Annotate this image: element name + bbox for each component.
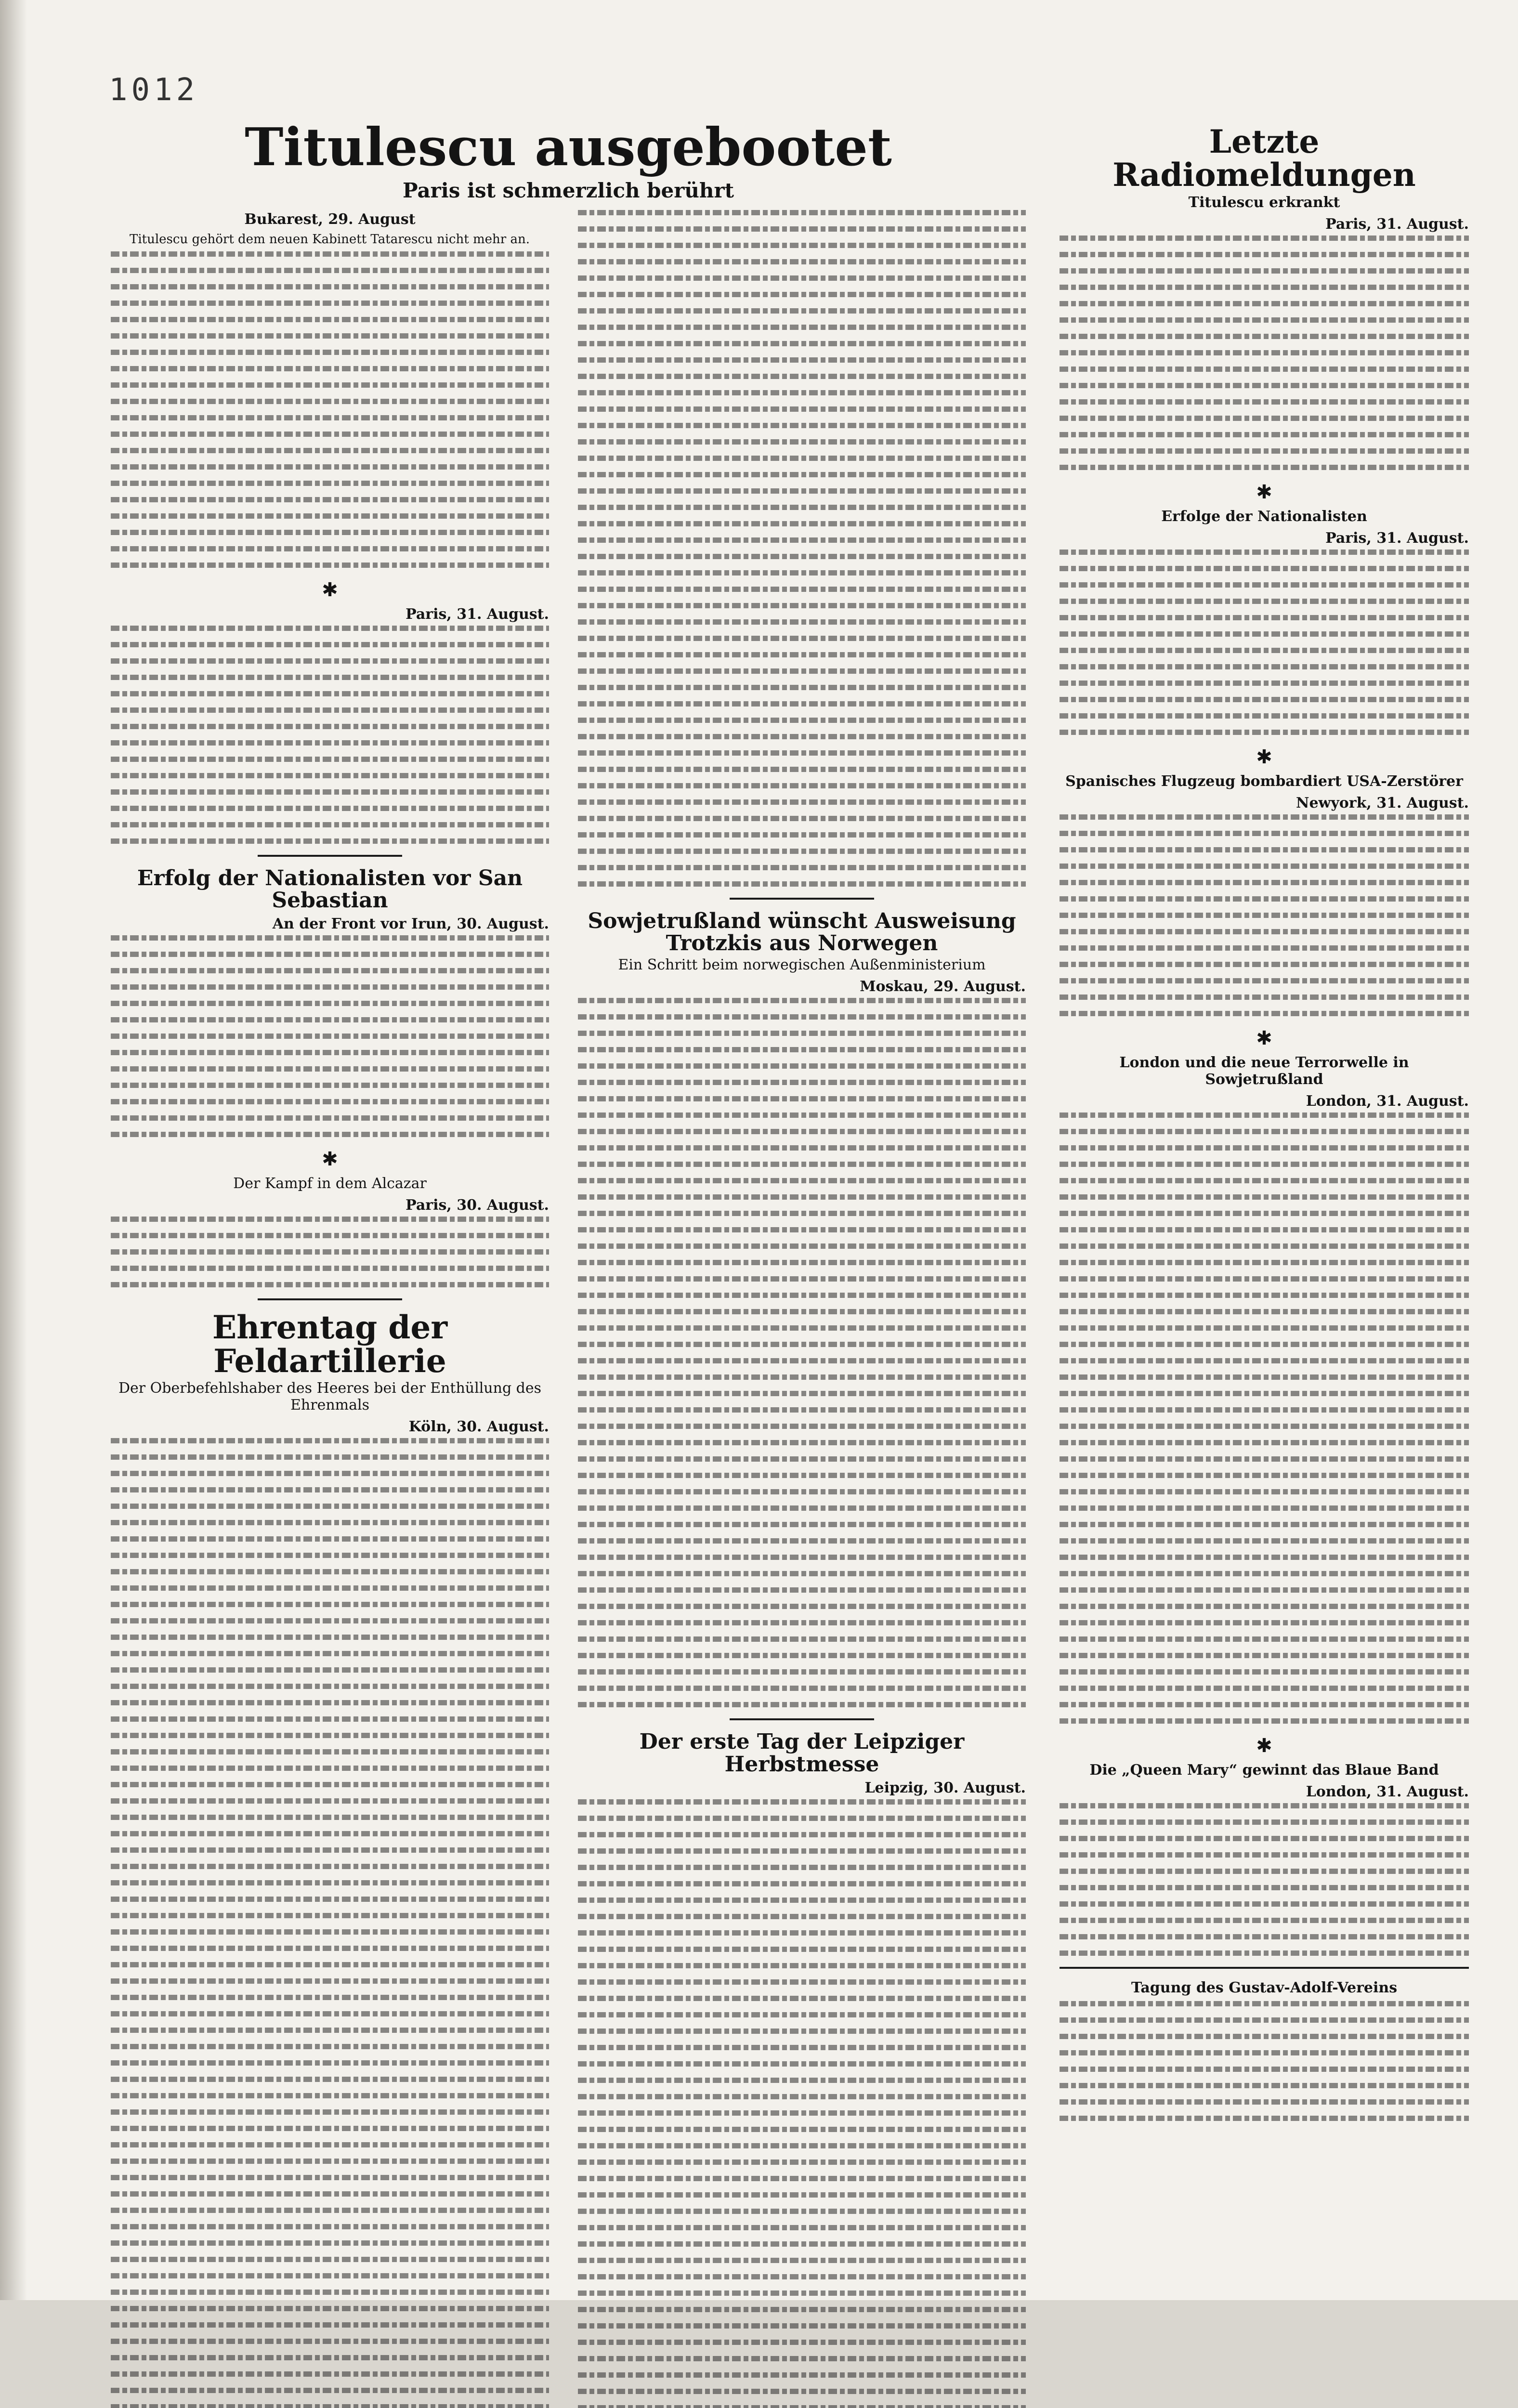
separator-star: ✱ [1256, 1734, 1272, 1757]
main-lead-text: Titulescu gehört dem neuen Kabinett Tatarescu nicht mehr an. [130, 232, 530, 247]
column-rule [730, 898, 874, 900]
separator-star: ✱ [1256, 746, 1272, 768]
radio-item6-title: Tagung des Gustav-Adolf-Vereins [1131, 1979, 1398, 1996]
radio-item2-dateline: Paris, 31. August. [1325, 529, 1469, 547]
separator-star: ✱ [322, 578, 338, 601]
radio-headline: Letzte Radiomeldungen [1112, 123, 1416, 194]
article4-dateline: Köln, 30. August. [408, 1418, 549, 1435]
radio-item4-dateline: London, 31. August. [1306, 1092, 1469, 1110]
article5-subheadline: Ein Schritt beim norwegischen Außenministerium [618, 956, 986, 974]
left-column [111, 207, 549, 2408]
main-subheadline: Paris ist schmerzlich berührt [403, 179, 734, 203]
main-article-text [111, 251, 549, 568]
column-rule [258, 1298, 402, 1300]
radio-item3-title: Spanisches Flugzeug bombardiert USA-Zerstörer [1065, 772, 1463, 790]
main-dateline: Bukarest, 29. August [244, 211, 416, 228]
article3-dateline: Paris, 30. August. [406, 1197, 549, 1214]
radio-item5-text [1060, 1803, 1469, 1956]
article5-headline: Sowjetrußland wünscht Ausweisung Trotzkis aus Norwegen [588, 909, 1016, 956]
article2-dateline: An der Front vor Irun, 30. August. [272, 916, 549, 933]
main-headline: Titulescu ausgebootet [245, 117, 892, 178]
main-dateline-paris: Paris, 31. August. [406, 605, 549, 623]
main-article-text-2 [111, 626, 549, 844]
radio-item5-dateline: London, 31. August. [1306, 1783, 1469, 1800]
article2-text [111, 935, 549, 1137]
radio-dateline-1: Paris, 31. August. [1325, 215, 1469, 233]
radio-item2-title: Erfolge der Nationalisten [1161, 508, 1367, 525]
article2-headline: Erfolg der Nationalisten vor San Sebastian [137, 865, 523, 913]
article6-dateline: Leipzig, 30. August. [864, 1779, 1026, 1796]
separator-star: ✱ [1256, 1027, 1272, 1049]
right-column [1060, 125, 1469, 2132]
radio-item3-text [1060, 814, 1469, 1016]
radio-subheadline: Titulescu erkrankt [1188, 194, 1340, 211]
separator-star: ✱ [322, 1148, 338, 1171]
radio-item4-title: London und die neue Terrorwelle in Sowjetrußland [1119, 1054, 1409, 1088]
radio-item5-title: Die „Queen Mary“ gewinnt das Blaue Band [1089, 1761, 1439, 1779]
main-article-header [111, 117, 1026, 210]
radio-item6-text [1060, 2001, 1469, 2121]
article3-text [111, 1217, 549, 1287]
radio-item3-dateline: Newyork, 31. August. [1296, 794, 1469, 811]
article5-dateline: Moskau, 29. August. [860, 978, 1026, 995]
article4-headline: Ehrentag der Feldartillerie [212, 1309, 448, 1380]
middle-column [578, 207, 1026, 2408]
article4-text [111, 1438, 549, 2408]
page-number: 1012 [109, 72, 199, 108]
radio-item4-text [1060, 1112, 1469, 1724]
main-article-continued-text [578, 210, 1026, 887]
article3-title: Der Kampf in dem Alcazar [233, 1175, 427, 1192]
column-rule [730, 1718, 874, 1720]
article5-text [578, 998, 1026, 1707]
radio-item1-text [1060, 236, 1469, 470]
column-rule [258, 855, 402, 857]
separator-star: ✱ [1256, 481, 1272, 503]
column-rule [1060, 1967, 1469, 1969]
article4-subheadline: Der Oberbefehlshaber des Heeres bei der Enthüllung des Ehrenmals [118, 1379, 542, 1413]
article6-headline: Der erste Tag der Leipziger Herbstmesse [639, 1729, 965, 1777]
radio-item2-text [1060, 550, 1469, 735]
article6-text [578, 1799, 1026, 2408]
